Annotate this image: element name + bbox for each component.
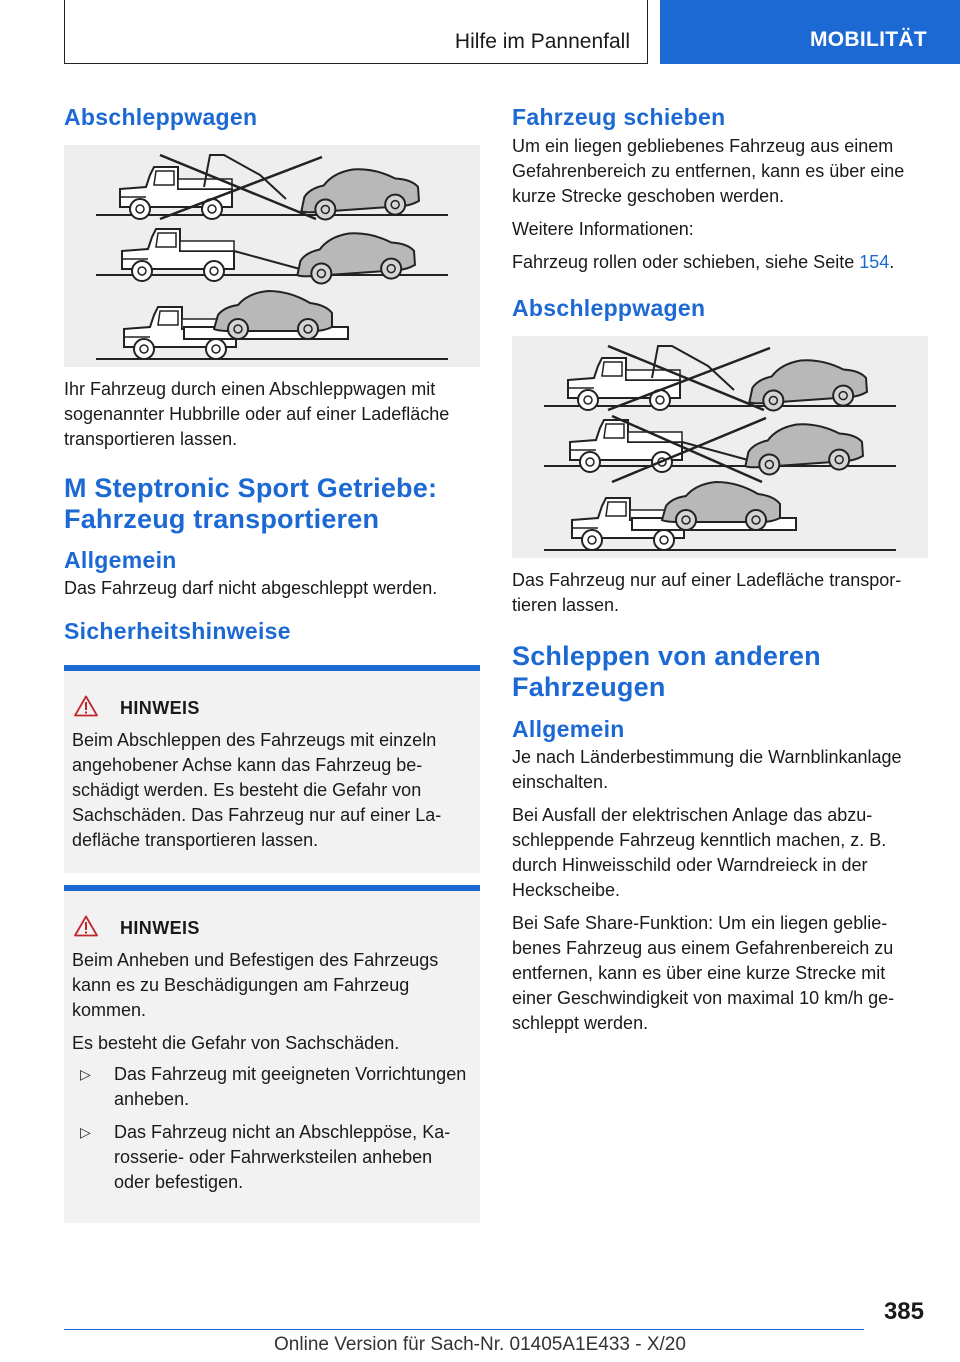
bullet-text: Das Fahrzeug nicht an Abschleppöse, Karosserie- oder Fahrwerksteilen anheben oder befestigen. (114, 1122, 451, 1192)
general-heading-left: Allgemein (64, 547, 177, 573)
notice-2-label: HINWEIS (120, 918, 200, 938)
page-reference-text: Fahrzeug rollen oder schieben, siehe Seite (512, 252, 855, 272)
notice-2-text-2: Es besteht die Gefahr von Sachschäden. (72, 1033, 400, 1053)
general-text-2: Bei Ausfall der elektrischen Anlage das abzuschleppende Fahrzeug kenntlich machen, z. B. durch Hinweisschild oder Warndreieck in der Heckscheibe. (512, 805, 887, 900)
tow-truck-heading-right: Abschleppwagen (512, 295, 706, 321)
list-item (72, 1120, 470, 1195)
push-vehicle-text: Um ein liegen gebliebenes Fahrzeug aus einem Gefahrenbereich zu entfernen, kann es über eine kurze Strecke geschoben werden. (512, 136, 905, 206)
warning-triangle-icon (74, 915, 98, 942)
general-text-1: Je nach Länderbestimmung die Warnblinkanlage einschalten. (512, 747, 902, 792)
page-reference: Fahrzeug rollen oder schieben, siehe Seite 154. (512, 252, 895, 272)
tow-truck-illustration-right (512, 336, 928, 558)
notice-box-2 (64, 885, 480, 1223)
general-heading-right: Allgemein (512, 716, 625, 742)
notice-1-label: HINWEIS (120, 698, 200, 718)
general-text-3: Bei Safe Share-Funktion: Um ein liegen gebliebenes Fahrzeug aus einem Gefahrenbereich zu entfernen, kann es über eine kurze Strecke mit einer Geschwindigkeit von maximal 10 km/h geschleppt werden. (512, 913, 895, 1033)
footer-version: Online Version für Sach-Nr. 01405A1E433 - X/20 (274, 1334, 686, 1355)
header-chapter-tab (660, 0, 960, 64)
bullet-text: Das Fahrzeug mit geeigneten Vorrichtungen anheben. (114, 1064, 467, 1109)
towing-other-vehicles-heading: Schleppen von anderen Fahrzeugen (512, 641, 821, 702)
tow-truck-text: Ihr Fahrzeug durch einen Abschleppwagen mit sogenannter Hubbrille oder auf einer Ladefläche transportieren lassen. (64, 379, 450, 449)
right-column (512, 100, 928, 1036)
footer-divider (64, 1329, 864, 1330)
tow-truck-text-right: Das Fahrzeug nur auf einer Ladefläche transportieren lassen. (512, 570, 902, 615)
page-number: 385 (883, 1298, 924, 1325)
notice-box-1 (64, 665, 480, 873)
list-item (72, 1062, 470, 1112)
header-chapter-label: MOBILITÄT (809, 28, 927, 51)
notice-2-text-1: Beim Anheben und Befestigen des Fahrzeugs kann es zu Beschädigungen am Fahrzeug kommen. (72, 950, 439, 1020)
left-column (64, 100, 480, 1223)
push-vehicle-heading: Fahrzeug schieben (512, 104, 726, 130)
page-reference-link[interactable]: 154 (859, 252, 890, 272)
warning-triangle-icon (74, 695, 98, 722)
notice-1-text: Beim Abschleppen des Fahrzeugs mit einzeln angehobener Achse kann das Fahrzeug beschädigt werden. Es besteht die Gefahr von Sachschäden. Das Fahrzeug nur auf einer Ladefläche transportieren lassen. (72, 730, 442, 850)
general-text-left: Das Fahrzeug darf nicht abgeschleppt werden. (64, 578, 438, 598)
msteptronic-heading: M Steptronic Sport Getriebe: Fahrzeug transportieren (64, 473, 438, 534)
bullet-triangle-icon: ▷ (80, 1124, 91, 1140)
bullet-triangle-icon: ▷ (80, 1066, 91, 1082)
tow-truck-illustration (64, 145, 480, 367)
safety-heading: Sicherheitshinweise (64, 618, 291, 644)
notice-2-bullet-list (72, 1062, 470, 1195)
header-section-title: Hilfe im Pannenfall (454, 30, 630, 53)
more-info-label: Weitere Informationen: (512, 219, 694, 239)
tow-truck-heading: Abschleppwagen (64, 104, 258, 130)
